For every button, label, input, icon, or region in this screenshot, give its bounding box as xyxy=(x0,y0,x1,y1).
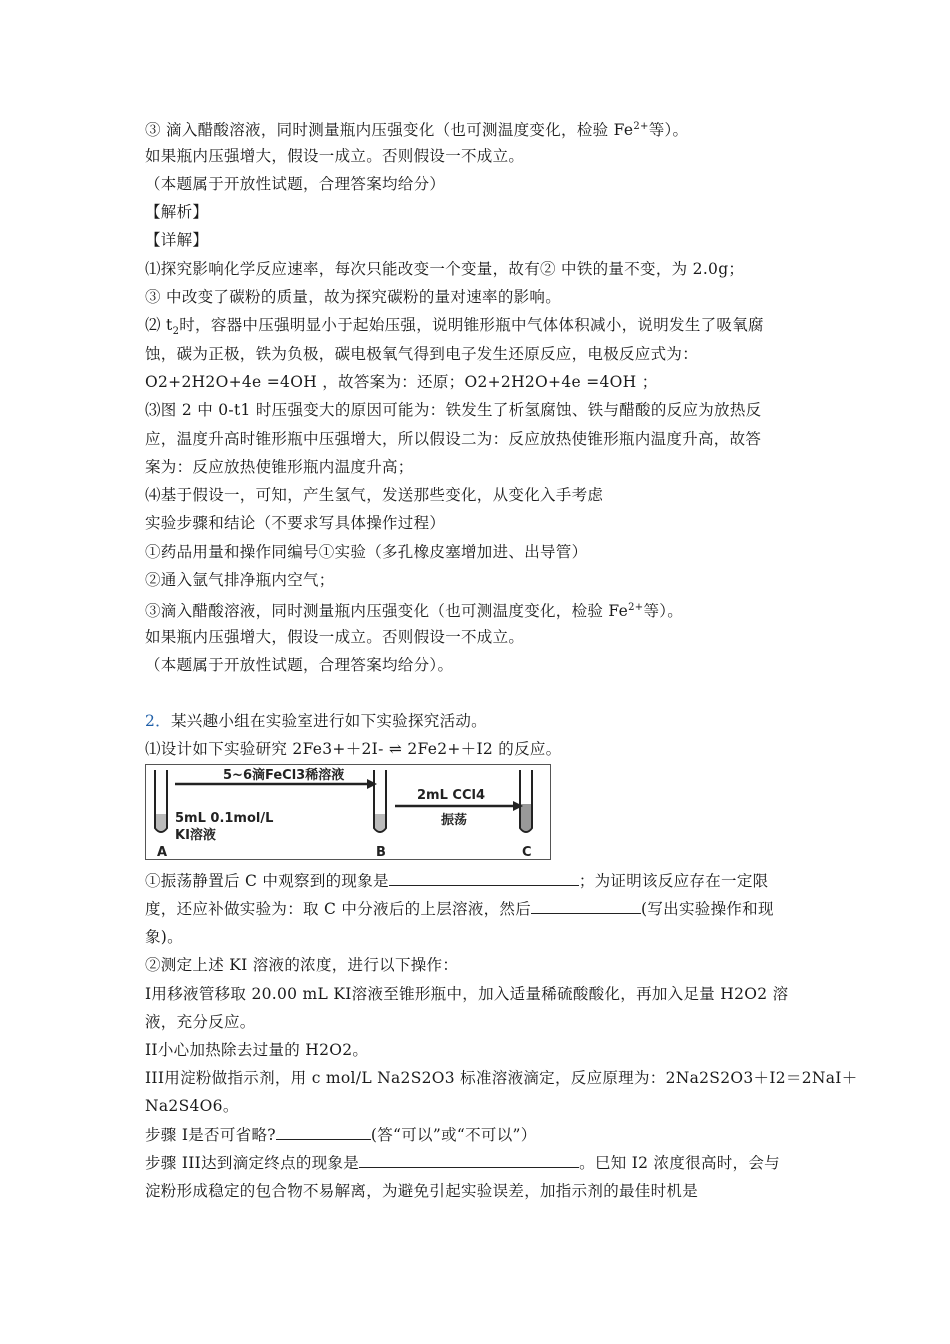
tube-c-letter: C xyxy=(522,845,532,860)
arrow1-label: 5~6滴FeCl3稀溶液 xyxy=(223,768,345,783)
arrow2-label-top: 2mL CCl4 xyxy=(417,788,485,803)
tube-a-label-concentration: 5mL 0.1mol/L xyxy=(175,811,274,826)
answer-blank[interactable] xyxy=(276,1125,371,1140)
text-line: ⑷基于假设一，可知，产生氢气，发送那些变化，从变化入手考虑 xyxy=(145,486,604,504)
text-line: 如果瓶内压强增大，假设一成立。否则假设一不成立。 xyxy=(145,147,525,165)
question-title: 2．某兴趣小组在实验室进行如下实验探究活动。 xyxy=(145,712,487,730)
text-line: ③ 滴入醋酸溶液，同时测量瓶内压强变化（也可测温度变化，检验 $Fe^{2+}$等）。 xyxy=(145,121,689,140)
text-line: ①药品用量和操作同编号①实验（多孔橡皮塞增加进、出导管） xyxy=(145,543,588,561)
test-tube-b xyxy=(374,770,386,832)
answer-blank[interactable] xyxy=(531,899,641,914)
text-line: ③ 中改变了碳粉的质量，故为探究碳粉的量对速率的影响。 xyxy=(145,288,562,306)
text-line: 淀粉形成稳定的包合物不易解离，为避免引起实验误差，加指示剂的最佳时机是 xyxy=(145,1182,699,1200)
arrow2-label-bottom: 振荡 xyxy=(441,813,468,828)
text-line: 案为：反应放热使锥形瓶内温度升高； xyxy=(145,458,414,476)
reaction-line: ⑴设计如下实验研究 2Fe3+＋2I- ⇌ 2Fe2+＋I2 的反应。 xyxy=(145,740,562,758)
text-line: 如果瓶内压强增大，假设一成立。否则假设一不成立。 xyxy=(145,628,525,646)
tube-a-letter: A xyxy=(157,845,168,860)
test-tube-c xyxy=(520,770,532,832)
test-tube-a xyxy=(155,770,167,832)
equation-line: O2+2H2O+4e =4OH ，故答案为：还原；O2+2H2O+4e =4OH ； xyxy=(145,373,658,391)
answer-blank[interactable] xyxy=(389,871,579,886)
section-heading: 【解析】 xyxy=(145,203,209,221)
text-line: 应，温度升高时锥形瓶中压强增大，所以假设二为：反应放热使锥形瓶内温度升高，故答 xyxy=(145,430,762,448)
text-line: 象)。 xyxy=(145,928,183,946)
question-number: 2． xyxy=(145,712,171,730)
tube-a-label-solution: KI溶液 xyxy=(175,828,216,843)
text-line: ②测定上述 KI 溶液的浓度，进行以下操作： xyxy=(145,956,459,974)
section-heading: 【详解】 xyxy=(145,231,209,249)
text-line: 蚀，碳为正极，铁为负极，碳电极氧气得到电子发生还原反应，电极反应式为： xyxy=(145,345,699,363)
text-line: 度，还应补做实验为：取 C 中分液后的上层溶液，然后 (写出实验操作和现 xyxy=(145,900,774,918)
text-line: 步骤 III达到滴定终点的现象是 。巳知 I2 浓度很高时，会与 xyxy=(145,1154,780,1172)
text-line: ⑴探究影响化学反应速率，每次只能改变一个变量，故有② 中铁的量不变，为 2.0g； xyxy=(145,260,745,278)
text-line: ⑶图 2 中 0-t1 时压强变大的原因可能为：铁发生了析氢腐蚀、铁与醋酸的反应为放热反 xyxy=(145,401,762,419)
text-line: ①振荡静置后 C 中观察到的现象是 ；为证明该反应存在一定限 xyxy=(145,872,769,890)
text-line: ③滴入醋酸溶液，同时测量瓶内压强变化（也可测温度变化，检验 $Fe^{2+}$等）。 xyxy=(145,602,684,621)
text-line: Na2S4O6。 xyxy=(145,1097,239,1115)
text-line: 实验步骤和结论（不要求写具体操作过程） xyxy=(145,514,446,532)
text-line: II小心加热除去过量的 H2O2。 xyxy=(145,1041,369,1059)
answer-blank[interactable] xyxy=(359,1153,579,1168)
text-line: ②通入氩气排净瓶内空气； xyxy=(145,571,335,589)
text-line: 步骤 I是否可省略? (答“可以”或“不可以”） xyxy=(145,1126,537,1144)
text-line: （本题属于开放性试题，合理答案均给分） xyxy=(145,175,446,193)
text-line: III用淀粉做指示剂，用 c mol/L Na2S2O3 标准溶液滴定，反应原理为：2Na2S2O3＋I2＝2NaI＋ xyxy=(145,1069,858,1087)
text-line: I用移液管移取 20.00 mL KI溶液至锥形瓶中，加入适量稀硫酸酸化，再加入足量 H2O2 溶 xyxy=(145,985,789,1003)
text-line: ⑵ $t_2$时，容器中压强明显小于起始压强，说明锥形瓶中气体体积减小，说明发生了吸氧腐 xyxy=(145,316,764,338)
tube-b-letter: B xyxy=(376,845,386,860)
text-line: 液，充分反应。 xyxy=(145,1013,256,1031)
text-line: （本题属于开放性试题，合理答案均给分）。 xyxy=(145,656,454,674)
experiment-figure xyxy=(145,764,551,860)
